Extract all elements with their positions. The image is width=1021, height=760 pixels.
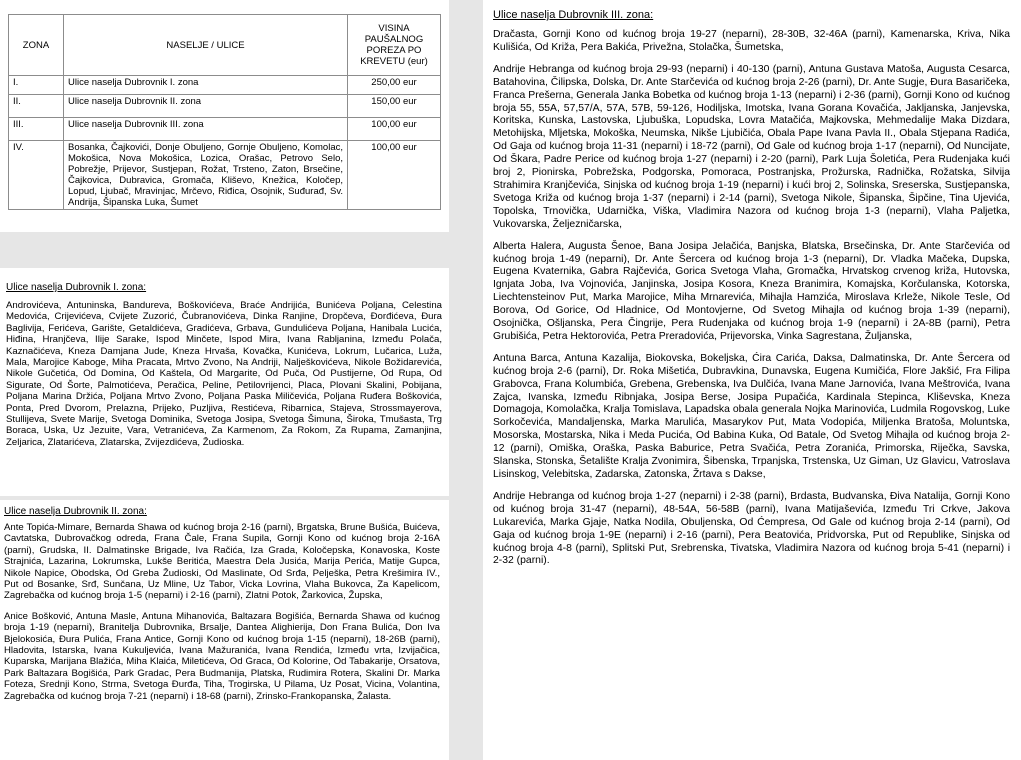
cell-price: 250,00 eur bbox=[348, 76, 441, 95]
tax-table-panel bbox=[0, 0, 449, 232]
zone3-heading: Ulice naselja Dubrovnik III. zona: bbox=[493, 9, 654, 21]
page-gap-horizontal bbox=[0, 232, 449, 268]
col-header-price: VISINA PAUŠALNOG POREZA PO KREVETU (eur) bbox=[348, 15, 441, 76]
cell-price: 100,00 eur bbox=[348, 118, 441, 141]
cell-zone: III. bbox=[9, 118, 64, 141]
cell-zone: IV. bbox=[9, 141, 64, 210]
col-header-settlement: NASELJE / ULICE bbox=[64, 15, 348, 76]
tax-table bbox=[8, 14, 441, 210]
table-row bbox=[9, 118, 441, 141]
cell-settlement: Ulice naselja Dubrovnik II. zona bbox=[64, 95, 348, 118]
zone2-body bbox=[4, 522, 440, 702]
table-row bbox=[9, 95, 441, 118]
zone3-body bbox=[493, 29, 1010, 568]
zone1-panel bbox=[0, 268, 449, 496]
cell-zone: I. bbox=[9, 76, 64, 95]
cell-price: 100,00 eur bbox=[348, 141, 441, 210]
col-header-zone: ZONA bbox=[9, 15, 64, 76]
table-row bbox=[9, 76, 441, 95]
zone3-panel bbox=[483, 0, 1021, 760]
zone3-paragraph: Andrije Hebranga od kućnog broja 29-93 (neparni) i 40-130 (parni), Antuna Gustava Matoša, Augusta Cesarca, Batahovina, Čilipska, Dolska, Dr. Ante Starčevića od kućnog broja 2-26 (parni), Dr. Ante Sugje, Đura Basaričeka, Franca Prešerna, Generala Janka Bobetka od kućnog broja 1-13 (neparni) i 2-36 (parni), Gornji Kono od kućnog broja 55, 55A, 57,57/A, 57A, 57B, 59-126, Hodiljska, Imotska, Ivana Gorana Kovačića, Jakljanska, Janjevska, Koritska, Kunska, Lastovska, Ljubuška, Lopudska, Lovra Matačića, Majkovska, Mehmedalije Maka Dizdara, Metohijska, Mljetska, Mokoška, Neumska, Nikše Ljubičića, Obala Pape Ivana Pavla II., Obala Stjepana Radića, Od Gaja od kućnog broja 11-31 (neparni) i 18-72 (parni), Od Gale od kućnog broja 1-17 (neparni), Od Nuncijate, Od Škara, Padre Perice od kućnog broja 1-27 (neparni) i 2-20 (parni), Park Luja Šoletića, Pera Rudenjaka kući broj 2, Pionirska, Pobrežska, Podgorska, Pomoraca, Postranjska, Prožurska, Radnička, Rožatska, Silvija Strahimira Kranjčevića, Sinjska od kućnog broja 1-19 (neparni) i kući broj 2, Solinska, Sreserska, Sustjepanska, Svetoga Križa od kućnog broja 1-37 (neparni) i 2-14 (parni), Svetoga Nikole, Šipanska, Šipčine, Tina Ujevića, Topolska, Trnovička, Udarnička, Viška, Vladimira Nazora od kućnog broja 1-3 (neparni), Vlaha Paljetka, Vukovarska, Željezničarska, bbox=[493, 63, 1010, 230]
zone3-paragraph: Alberta Halera, Augusta Šenoe, Bana Josipa Jelačića, Banjska, Blatska, Brsečinska, Dr. Ante Starčevića od kućnog broja 1-49 (neparni), Dr. Ante Šercera od kućnog broja 1-3 (neparni), Dr. Vladka Mačeka, Dupska, Eugena Kvaternika, Gabra Rajčevića, Gorica Svetoga Vlaha, Gromačka, Hrvatskog crvenog križa, Hutovska, Ignjata Joba, Iva Vojnovića, Janjinska, Josipa Kosora, Kneza Branimira, Komajska, Korčulanska, Kotorska, Liechtensteinov Put, Marka Marojice, Miha Mrnarevića, Mihajla Hamzića, Miroslava Krleže, Nikole Tesle, Od Borova, Od Gorice, Od Hladnice, Od Montovjerne, Od Svetog Mihajla od kućnog broja 1-39 (neparni), Osojnička, Ošljanska, Pera Čingrije, Pera Rudenjaka od kućnog broja 1-9 (neparni) i 2A-8B (parni), Petra Grubišića, Petra Hektorovića, Petra Preradovića, Prijevorska, Vinka Sagrestana, Žuljanska, bbox=[493, 240, 1010, 342]
zone1-street-list: Androvićeva, Antuninska, Bandureva, Boškovićeva, Braće Andrijića, Bunićeva Poljana, Celestina Medovića, Crijevićeva, Cvijete Zuzorić, Čubranovićeva, Dinka Ranjine, Dropčeva, Đorđićeva, Đura Baglivija, Ferićeva, Garište, Getaldićeva, Gradićeva, Grbava, Gundulićeva Poljana, Hanibala Lucića, Hiđina, Hranjčeva, Ilije Sarake, Ispod Minčete, Ispod Mira, Ivana Rabljanina, Između Polača, Kaznačićeva, Kneza Damjana Jude, Kneza Hrvaša, Kovačka, Kunićeva, Lokrum, Lučarica, Luža, Mala, Marojice Kaboge, Miha Pracata, Mrtvo Zvono, Na Andriji, Nalješkovićeva, Nikole Božidarevića, Nikole Gučetića, Od Domina, Od Kaštela, Od Margarite, Od Puča, Od Pustijerne, Od Rupa, Od Sigurate, Od Šorte, Palmotićeva, Peračica, Peline, Petilovrijenci, Placa, Plovani Skalini, Pobijana, Poljana Marina Držića, Poljana Mrtvo Zvono, Poljana Paska Miličevića, Poljana Ruđera Boškovića, Ponta, Pred Dvorom, Prelazna, Prijeko, Puzljiva, Restićeva, Ribarnica, Stajeva, Strossmayerova, Stullijeva, Svete Marije, Svetoga Dominika, Svetoga Josipa, Svetoga Šimuna, Široka, Tmušasta, Trg Boraca, Uska, Uz Jezuite, Vara, Vetranićeva, Za Karmenom, Za Rokom, Za Rupama, Zamanjina, Zeljarica, Zlatarićeva, Zlatarska, Zvijezdićeva, Žudioska. bbox=[6, 300, 442, 448]
table-row bbox=[9, 141, 441, 210]
zone3-paragraph: Antuna Barca, Antuna Kazalija, Biokovska, Bokeljska, Ćira Carića, Daksa, Dalmatinska, Dr. Ante Šercera od kućnog broja 2-6 (parni), Dr. Roka Mišetića, Dubravkina, Dunavska, Eugena Kumičića, Flore Jakšić, Fra Filipa Grabovca, Frana Kolumbića, Grebena, Grebenska, Iva Dulčića, Ivana Mane Jarnovića, Ivana Meštrovića, Ivana Zajca, Ivanska, Između Ribnjaka, Josipa Berse, Josipa Pupačića, Kardinala Stepinca, Kliševska, Kneza Domagoja, Komolačka, Kralja Tomislava, Lapadska obala generala Nojka Marinovića, Ludmila Rogovskog, Luke Sorkočevića, Mandaljenska, Marka Marulića, Masarykov Put, Mata Vodopića, Miljenka Bratoša, Moluntska, Mosorska, Mostarska, Nika i Meda Pucića, Od Babina Kuka, Od Batale, Od Svetog Mihajla od kućnog broja 2-12 (parni), Omiška, Oraška, Paska Baburice, Petra Svačića, Petra Zoranića, Primorska, Riječka, Savska, Slanska, Stonska, Šetalište Kralja Zvonimira, Šibenska, Trpanjska, Trstenska, Uz Giman, Uz Glavicu, Vatroslava Lisinskog, Velebitska, Zadarska, Zatonska, Žrtava s Dakse, bbox=[493, 352, 1010, 480]
zone2-paragraph: Anice Bošković, Antuna Masle, Antuna Mihanovića, Baltazara Bogišića, Bernarda Shawa od kućnog broja 1-19 (neparni), Branitelja Dubrovnika, Brsalje, Dantea Alighierija, Don Frana Bulića, Don Iva Bjelokosića, Đura Pulića, Frana Antice, Gornji Kono od kućnog broja 1-15 (neparni), 18-26B (parni), Hladovita, Istarska, Ivana Kukuljevića, Ivana Mažuranića, Ivana Rendića, Između vrta, Izvijačica, Kuparska, Marijana Blažića, Miha Klaića, Miletićeva, Od Graca, Od Kolorine, Od Tabakarije, Orsatova, Park Baltazara Bogišića, Park Gradac, Pera Budmanija, Platska, Rudimira Rotera, Skalini Dr. Marka Foteza, Srednji Kono, Strma, Svetoga Đurđa, Tiha, Trogirska, U Pilama, Uz Posat, Vicina, Volantina, Zagrebačka od kućnog broja 7-21 (neparni) i 18-68 (parni), Zrinsko-Frankopanska, Žalasta. bbox=[4, 610, 440, 702]
zone2-paragraph: Ante Topića-Mimare, Bernarda Shawa od kućnog broja 2-16 (parni), Brgatska, Brune Bušića, Buićeva, Cavtatska, Dubrovačkog odreda, Frana Čale, Frana Supila, Gornji Kono od kućnog broja 2-16A (parni), Grudska, II. Dalmatinske Brigade, Iva Račića, Iza Grada, Koločepska, Konavoska, Koste Strajnića, Lazarina, Lokrumska, Lukše Beritića, Maestra Dela Jusića, Marija Perića, Matije Gupca, Nikole Napice, Obodska, Od Greba Žudioski, Od Maslinate, Od Srđa, Pelješka, Petra Krešimira IV., Put od Bosanke, Srđ, Sunčana, Uz Mline, Uz Tabor, Vicka Lovrina, Vlaha Bukovca, Za Kapelicom, Zagrebačka od kućnog broja 1-5 (neparni) i 2-16 (parni), Zlatni Potok, Žarkovica, Župska, bbox=[4, 522, 440, 602]
cell-price: 150,00 eur bbox=[348, 95, 441, 118]
zone3-paragraph: Andrije Hebranga od kućnog broja 1-27 (neparni) i 2-38 (parni), Brdasta, Budvanska, Điva Natalija, Gornji Kono od kućnog broja 31-47 (neparni), 48-54A, 56-58B (parni), Ivana Matijaševića, Između Tri Crkve, Jakova Lukarevića, Marka Gjaje, Natka Nodila, Obuljenska, Od Ćempresa, Od Gale od kućnog broja 2-14 (parni), Od Gaja od kućnog broja 1-9E (neparni) i 2-16 (parni), Pera Beatovića, Pridvorska, Put od Republike, Sinjska od kućnog broja 4-8 (parni), Splitski Put, Srebrenska, Tivatska, Vladimira Nazora od kućnog broja 5-41 (neparni) i 2-32 (parni). bbox=[493, 490, 1010, 567]
zone2-panel bbox=[0, 500, 449, 760]
table-header-row bbox=[9, 15, 441, 76]
zone2-heading: Ulice naselja Dubrovnik II. zona: bbox=[4, 506, 147, 517]
cell-settlement: Ulice naselja Dubrovnik III. zona bbox=[64, 118, 348, 141]
page-gap-vertical bbox=[449, 0, 483, 760]
zone1-heading: Ulice naselja Dubrovnik I. zona: bbox=[6, 282, 147, 293]
zone3-paragraph: Dračasta, Gornji Kono od kućnog broja 19-27 (neparni), 28-30B, 32-46A (parni), Kamenarska, Kriva, Nika Kulišića, Od Križa, Pera Bakića, Privežna, Stolačka, Šumetska, bbox=[493, 29, 1010, 53]
cell-zone: II. bbox=[9, 95, 64, 118]
cell-settlement: Ulice naselja Dubrovnik I. zona bbox=[64, 76, 348, 95]
cell-settlement: Bosanka, Čajkovići, Donje Obuljeno, Gornje Obuljeno, Komolac, Mokošica, Nova Mokošica, Lozica, Orašac, Petrovo Selo, Pobrežje, Prijevor, Sustjepan, Rožat, Trsteno, Zaton, Brsečine, Čajkovica, Dubravica, Gromača, Kliševo, Knežica, Koločep, Lopud, Ljubač, Mravinjac, Mrčevo, Riđica, Osojnik, Suđurađ, Sv. Andrija, Šipanska Luka, Šumet bbox=[64, 141, 348, 210]
